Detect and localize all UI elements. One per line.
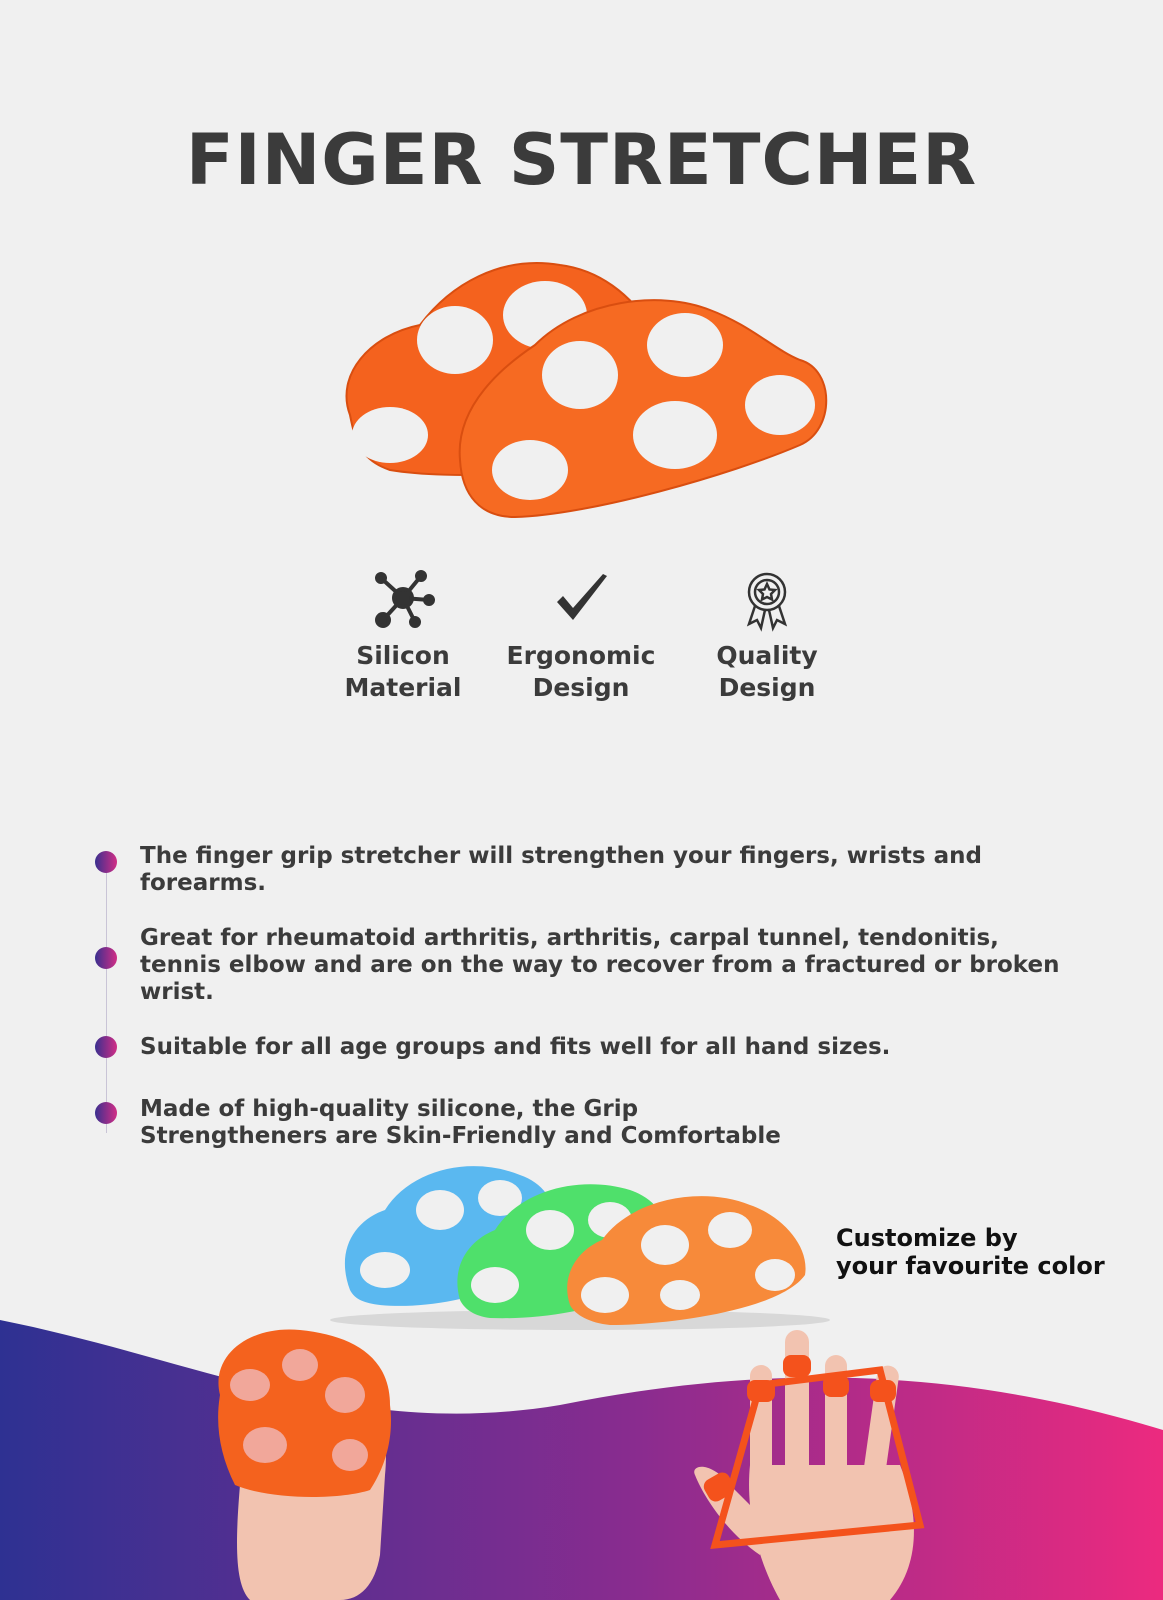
list-item-text: The finger grip stretcher will strengthen your fingers, wrists and forearms. [140,843,982,896]
list-item [92,1034,1112,1061]
page-title: FINGER STRETCHER [185,119,978,201]
benefits-list [92,843,1132,1153]
hero-product-image [330,255,850,535]
bullet-dot-icon [95,947,117,969]
molecule-icon [371,568,435,632]
list-item [92,843,1112,897]
feature-label: Silicon Material [344,641,462,702]
feature-icons-row [0,568,1163,718]
bullet-dot-icon [95,851,117,873]
list-item-text: Great for rheumatoid arthritis, arthritis, carpal tunnel, tendonitis, tennis elbow and are on the way to recover from a fractured or broken wrist. [140,925,1060,1005]
list-item-text: Made of high-quality silicone, the Grip Strengtheners are Skin-Friendly and Comfortable [140,1096,781,1149]
checkmark-icon [549,568,613,632]
hand-demo-right-image [690,1325,970,1600]
bullet-dot-icon [95,1102,117,1124]
feature-label: Quality Design [716,641,818,702]
feature-silicon-material [313,568,493,704]
list-item-text: Suitable for all age groups and fits well for all hand sizes. [140,1034,891,1060]
feature-ergonomic-design [491,568,671,704]
feature-quality-design [677,568,857,704]
award-badge-icon [735,568,799,632]
bullet-dot-icon [95,1036,117,1058]
hand-demo-left-image [190,1325,420,1600]
color-variants-image [310,1160,850,1330]
list-item [92,925,1112,1006]
list-item [92,1096,1112,1150]
feature-label: Ergonomic Design [506,641,656,702]
gradient-wave-background [0,1320,1163,1600]
customize-caption: Customize by your favourite color [836,1224,1105,1280]
